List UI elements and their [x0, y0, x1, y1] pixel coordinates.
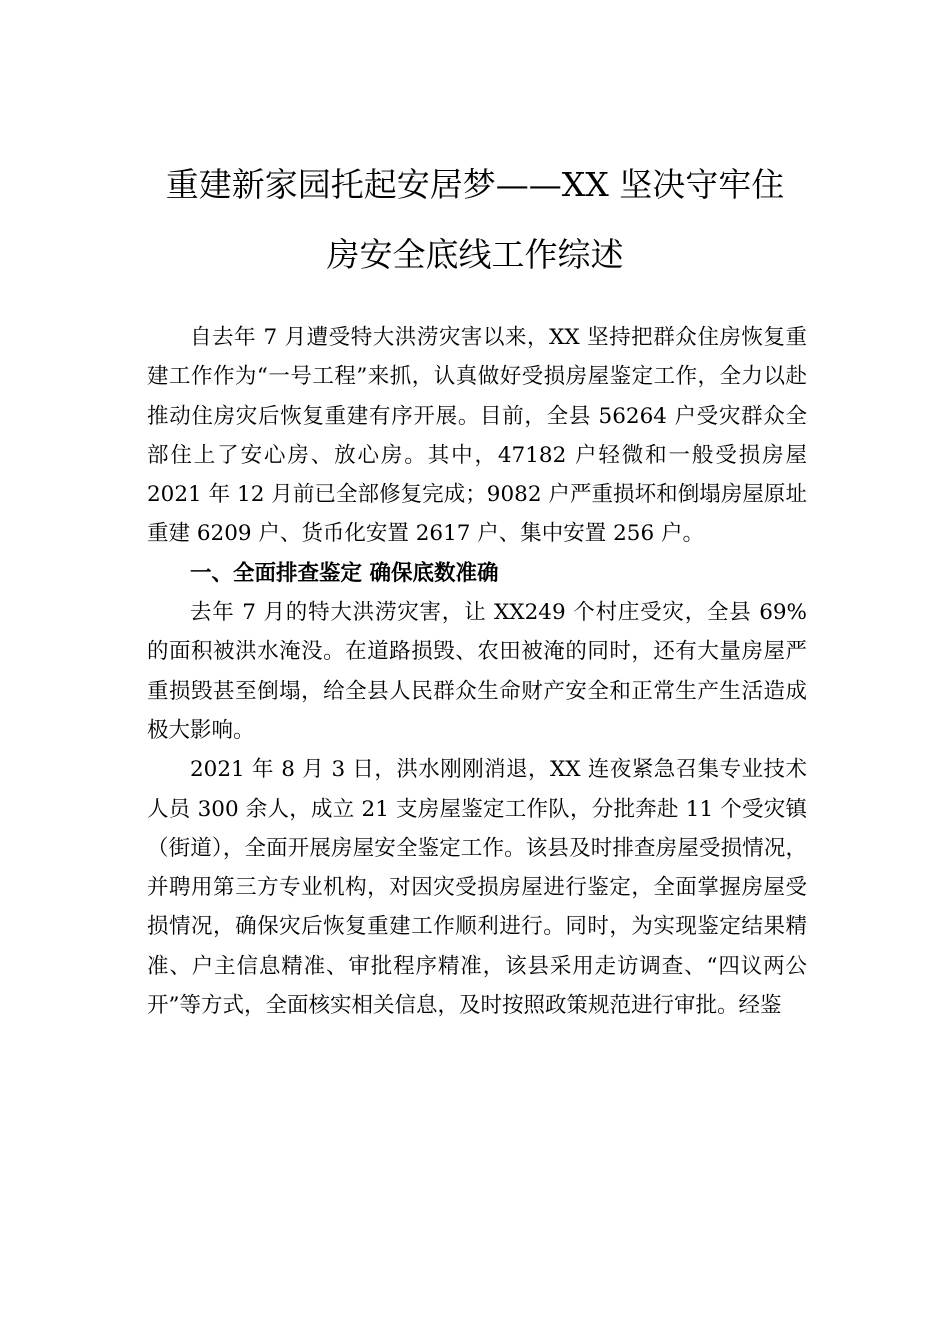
paragraph-intro: 自去年 7 月遭受特大洪涝灾害以来，XX 坚持把群众住房恢复重建工作作为“一号工程”来抓，认真做好受损房屋鉴定工作，全力以赴推动住房灾后恢复重建有序开展。目前，全县 56264 户受灾群众全部住上了安心房、放心房。其中，47182 户轻微和一般受损房屋 2021 年 12 月前已全部修复完成；9082 户严重损坏和倒塌房屋原址重建 6209 户、货币化安置 2617 户、集中安置 256 户。 — [147, 325, 807, 547]
section-heading-1: 一、全面排查鉴定 确保底数准确 — [190, 560, 499, 586]
title-line-2: 房安全底线工作综述 — [326, 235, 624, 274]
document-body — [147, 318, 807, 1025]
document-title — [130, 150, 820, 290]
title-line-1: 重建新家园托起安居梦——XX 坚决守牢住 — [165, 165, 785, 204]
paragraph-flood-impact: 去年 7 月的特大洪涝灾害，让 XX249 个村庄受灾，全县 69%的面积被洪水淹没。在道路损毁、农田被淹的同时，还有大量房屋严重损毁甚至倒塌，给全县人民群众生命财产安全和正常生产生活造成极大影响。 — [147, 600, 807, 743]
paragraph-assessment: 2021 年 8 月 3 日，洪水刚刚消退，XX 连夜紧急召集专业技术人员 300 余人，成立 21 支房屋鉴定工作队，分批奔赴 11 个受灾镇（街道），全面开展房屋安全鉴定工作。该县及时排查房屋受损情况，并聘用第三方专业机构，对因灾受损房屋进行鉴定，全面掌握房屋受损情况，确保灾后恢复重建工作顺利进行。同时，为实现鉴定结果精准、户主信息精准、审批程序精准，该县采用走访调查、“四议两公开”等方式，全面核实相关信息，及时按照政策规范进行审批。经鉴 — [147, 757, 807, 1019]
